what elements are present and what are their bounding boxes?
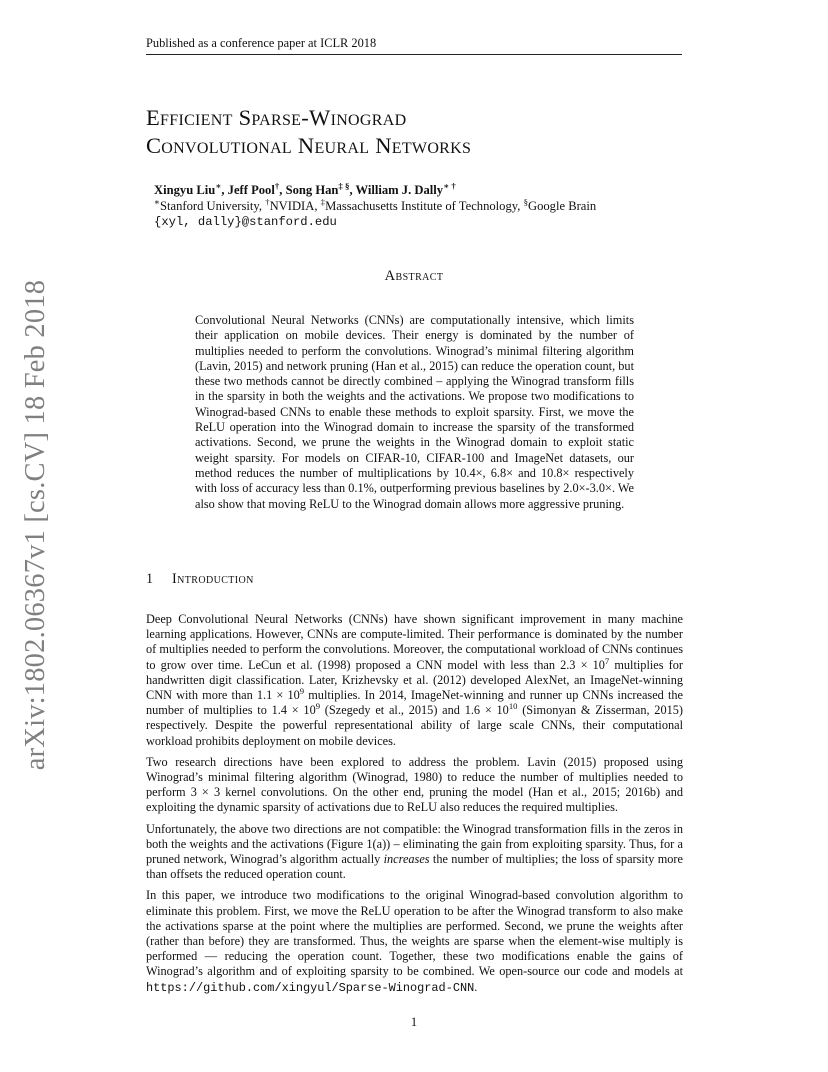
author-1-mark: ∗ (215, 180, 222, 191)
running-head-text: Published as a conference paper at ICLR 2018 (146, 36, 377, 50)
title-line-2: Convolutional Neural Networks (146, 133, 472, 158)
affiliation-1-mark: ∗ (154, 196, 160, 207)
author-4-mark: ∗ † (443, 180, 456, 191)
intro-p3-part-a: Unfortunately, the above two directions are not compatible: the Winograd transformation fills in the zeros in both the weights and the activations (Figure 1(a)) – eliminating the gain from exploiting sparsity. Thus, for a pruned network, Winograd’s algorithm actually (146, 821, 683, 867)
affiliation-4-mark: § (523, 196, 528, 207)
section-heading (146, 571, 682, 588)
intro-p3-emphasis: increases (383, 852, 430, 867)
intro-paragraph-3 (146, 822, 683, 883)
section-title-text: Introduction (172, 571, 254, 587)
abstract-text: Convolutional Neural Networks (CNNs) are computationally intensive, which limits their application on mobile devices. Their energy is dominated by the number of multiplies needed to perform the convolutions. Winograd’s minimal filtering algorithm (Lavin, 2015) and network pruning (Han et al., 2015) can reduce the operation count, but these two methods cannot be directly combined – applying the Winograd transform fills in the sparsity in both the weights and the activations. We propose two modifications to Winograd-based CNNs to enable these methods to exploit sparsity. First, we move the ReLU operation into the Winograd domain to increase the sparsity of the transformed activations. Second, we prune the weights in the Winograd domain to exploit static weight sparsity. For models on CIFAR-10, CIFAR-100 and ImageNet datasets, our method reduces the number of multiplications by 10.4×, 6.8× and 10.8× respectively with loss of accuracy less than 0.1%, outperforming previous baselines by 2.0×-3.0×. We also show that moving ReLU to the Winograd domain allows more aggressive pruning. (195, 313, 634, 511)
arxiv-identifier-stamp: arXiv:1802.06367v1 [cs.CV] 18 Feb 2018 (20, 279, 51, 771)
intro-p3-part-b: the number of multiplies; the loss of sparsity more than offsets the reduced operation count. (146, 852, 683, 882)
author-block (154, 182, 674, 230)
author-email: {xyl, dally}@stanford.edu (154, 215, 337, 229)
author-4: , William J. Dally (349, 183, 444, 197)
affiliation-3: Massachusetts Institute of Technology, (325, 199, 524, 213)
introduction-body (146, 612, 683, 1002)
intro-p1-exp-c: 9 (315, 701, 321, 712)
intro-p1-exp-d: 10 (508, 701, 518, 712)
title-line-1: Efficient Sparse-Winograd (146, 105, 407, 130)
arxiv-margin (14, 279, 58, 771)
intro-p1-part-d: (Szegedy et al., 2015) and 1.6 × 10 (320, 703, 509, 718)
intro-paragraph-4 (146, 888, 683, 995)
intro-paragraph-2: Two research directions have been explored to address the problem. Lavin (2015) proposed using Winograd’s minimal filtering algorithm (Winograd, 1980) to reduce the number of multiplies needed to perform 3 × 3 kernel convolutions. On the other end, pruning the model (Han et al., 2015; 2016b) and exploiting the dynamic sparsity of activations due to ReLU also reduces the required multiplies. (146, 754, 683, 815)
intro-p1-part-e: (Simonyan & Zisserman, 2015) respectively. Despite the powerful representational ability of large scale CNNs, their computational workload prohibits deployment on mobile devices. (146, 703, 683, 748)
intro-paragraph-1 (146, 612, 683, 749)
intro-p4-part-a: In this paper, we introduce two modifications to the original Winograd-based convolution algorithm to eliminate this problem. First, we move the ReLU operation to be after the Winograd transform to also make the activations sparse at the point where the multiplies are performed. Second, we prune the weights after (rather than before) they are transformed. Thus, the weights are sparse when the element-wise multiply is performed — reducing the operation count. Together, these two modifications enable the gains of Winograd’s algorithm and of exploiting sparsity to be combined. We open-source our code and models at (146, 888, 683, 979)
intro-p1-part-b: multiplies for handwritten digit classification. Later, Krizhevsky et al. (2012) developed AlexNet, an ImageNet-winning CNN with more than 1.1 × 10 (146, 657, 683, 703)
running-header (146, 36, 682, 55)
section-number: 1 (146, 571, 154, 587)
affiliation-3-mark: ‡ (320, 196, 326, 207)
intro-p1-exp-b: 9 (299, 685, 305, 696)
intro-p1-part-c: multiplies. In 2014, ImageNet-winning and runner up CNNs increased the number of multiplies to 1.4 × 10 (146, 688, 684, 718)
affiliation-1: Stanford University, (160, 199, 266, 213)
affiliation-2-mark: † (265, 196, 270, 207)
code-repository-link[interactable]: https://github.com/xingyul/Sparse-Winograd-CNN (146, 980, 475, 995)
author-2-mark: † (274, 180, 280, 191)
affiliation-2: NVIDIA, (269, 199, 321, 213)
author-1: Xingyu Liu (154, 183, 216, 197)
intro-p1-exp-a: 7 (604, 655, 610, 666)
abstract-heading: Abstract (384, 268, 444, 284)
intro-p4-part-b: . (474, 979, 478, 994)
author-3: , Song Han (279, 183, 339, 197)
page-number: 1 (410, 1015, 418, 1029)
intro-p1-part-a: Deep Convolutional Neural Networks (CNNs) have shown significant improvement in many machine learning applications. However, CNNs are compute-limited. Their performance is dominated by the number of multiplies needed to perform the convolutions. Moreover, the computational workload of CNNs continues to grow over time. LeCun et al. (1998) proposed a CNN model with less than 2.3 × 10 (146, 612, 683, 672)
author-names (154, 182, 674, 198)
author-3-mark: ‡ § (338, 180, 350, 191)
paper-title (146, 104, 706, 160)
author-2: , Jeff Pool (221, 183, 275, 197)
affiliations (154, 198, 674, 214)
affiliation-4: Google Brain (527, 199, 597, 213)
